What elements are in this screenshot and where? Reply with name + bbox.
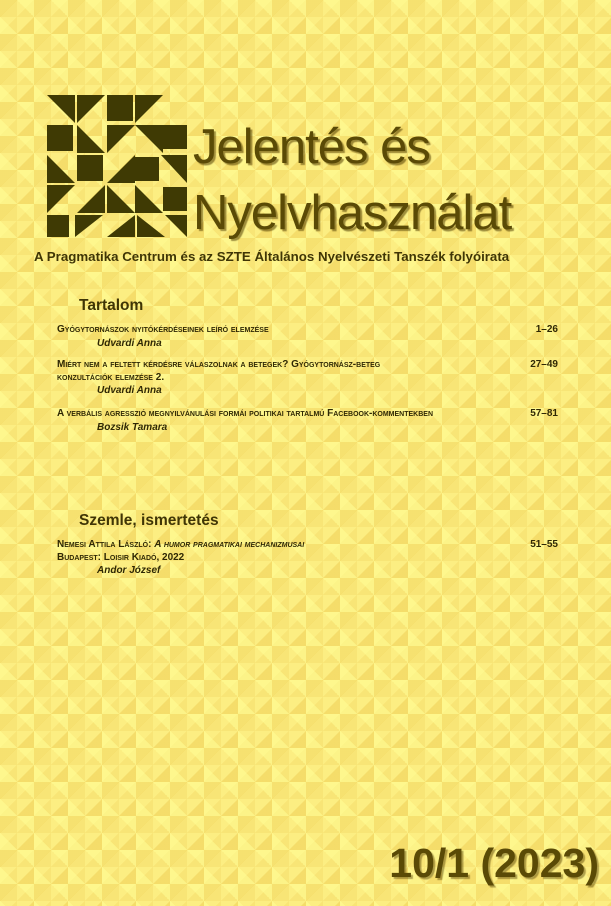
- contents-entry: [57, 359, 558, 397]
- entry-title-prefix: Nemesi Attila László:: [57, 539, 155, 550]
- entry-author: Andor József: [97, 565, 161, 576]
- contents-entry: [57, 408, 558, 434]
- entry-author: Udvardi Anna: [97, 385, 162, 396]
- entry-pages: 1–26: [535, 324, 558, 335]
- review-entry: [57, 539, 558, 577]
- entry-title: [57, 539, 477, 564]
- entry-title: Gyógytornászok nyitókérdéseinek leíró elemzése: [57, 324, 269, 335]
- journal-title-line2: Nyelvhasználat: [193, 186, 512, 240]
- entry-title-suffix: Budapest: Loisir Kiadó, 2022: [57, 551, 185, 563]
- entry-author: Udvardi Anna: [97, 337, 162, 349]
- contents-entry: [57, 324, 558, 350]
- entry-title: A verbális agresszió megnyilvánulási formái politikai tartalmú Facebook-kommentekben: [57, 408, 434, 419]
- entry-author: Bozsik Tamara: [97, 421, 168, 433]
- issue-number: 10/1 (2023): [389, 840, 599, 886]
- entry-title: Miért nem a feltett kérdésre válaszolnak a betegek? Gyógytornász-beteg konzultációk elemzése 2.: [57, 359, 381, 383]
- journal-subtitle: A Pragmatika Centrum és az SZTE Általános Nyelvészeti Tanszék folyóirata: [34, 249, 510, 264]
- entry-pages: 27–49: [530, 359, 558, 370]
- contents-heading: Tartalom: [79, 297, 144, 314]
- entry-pages: 51–55: [530, 539, 558, 550]
- journal-logo: [47, 95, 187, 237]
- entry-pages: 57–81: [530, 408, 558, 419]
- review-heading: Szemle, ismertetés: [79, 512, 219, 529]
- entry-title-italic: A humor pragmatikai mechanizmusai: [154, 539, 305, 550]
- journal-title-line1: Jelentés és: [193, 120, 430, 174]
